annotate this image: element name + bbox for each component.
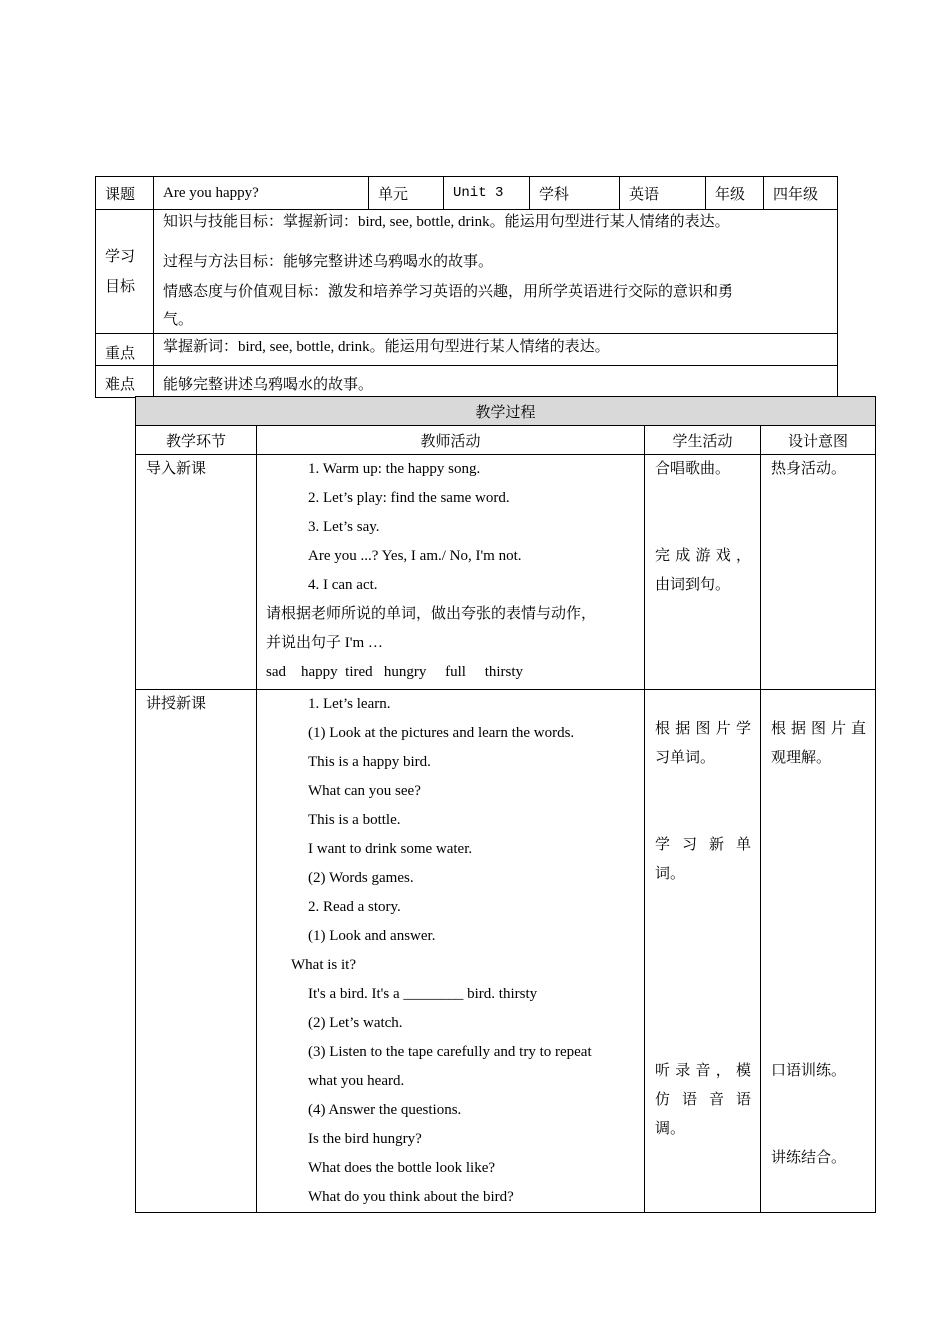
list-item: Are you ...? Yes, I am./ No, I'm not. bbox=[308, 548, 522, 564]
goal-emotion-cont: 气。 bbox=[163, 312, 194, 328]
table-row bbox=[136, 455, 876, 690]
list-item: I want to drink some water. bbox=[308, 841, 473, 857]
stage-intro: 导入新课 bbox=[146, 461, 207, 477]
list-item: 请根据老师所说的单词，做出夸张的表情与动作， bbox=[266, 606, 597, 622]
title-value: Are you happy? bbox=[154, 177, 369, 210]
goal-knowledge: 知识与技能目标：掌握新词：bird, see, bottle, drink。能运用句型进行某人情绪的表达。 bbox=[163, 214, 730, 230]
col-student: 学生活动 bbox=[645, 426, 761, 455]
list-item: (1) Look at the pictures and learn the words. bbox=[308, 725, 575, 741]
list-item: It's a bird. It's a ________ bird. thirsty bbox=[308, 986, 538, 1002]
process-title: 教学过程 bbox=[136, 397, 876, 426]
list-item: 仿语音语 bbox=[655, 1092, 751, 1108]
goals-cell bbox=[154, 210, 838, 334]
stage-cell bbox=[136, 455, 257, 690]
subject-value: 英语 bbox=[620, 177, 706, 210]
list-item: what you heard. bbox=[308, 1073, 405, 1089]
list-item: 2. Read a story. bbox=[308, 899, 401, 915]
list-item: 根据图片学 bbox=[655, 721, 751, 737]
col-teacher: 教师活动 bbox=[257, 426, 645, 455]
table-row bbox=[136, 690, 876, 1213]
list-item: (3) Listen to the tape carefully and try to repeat bbox=[308, 1044, 592, 1060]
list-item: What do you think about the bird? bbox=[308, 1189, 514, 1205]
key-value: 掌握新词：bird, see, bottle, drink。能运用句型进行某人情绪的表达。 bbox=[154, 334, 838, 366]
list-item: 1. Let’s learn. bbox=[308, 696, 391, 712]
student-cell bbox=[645, 455, 761, 690]
stage-cell bbox=[136, 690, 257, 1213]
list-item: sad happy tired hungry full thirsty bbox=[266, 664, 524, 680]
list-item: (2) Words games. bbox=[308, 870, 414, 886]
col-stage: 教学环节 bbox=[136, 426, 257, 455]
list-item: 学习新单 bbox=[655, 837, 751, 853]
student-cell bbox=[645, 690, 761, 1213]
list-item: 词。 bbox=[655, 866, 686, 882]
list-item: 合唱歌曲。 bbox=[655, 461, 731, 477]
title-label: 课题 bbox=[96, 177, 154, 210]
difficulty-value: 能够完整讲述乌鸦喝水的故事。 bbox=[154, 366, 838, 398]
lesson-info-table bbox=[95, 176, 838, 398]
list-item: (2) Let’s watch. bbox=[308, 1015, 403, 1031]
list-item: What can you see? bbox=[308, 783, 421, 799]
teaching-process-table bbox=[135, 396, 876, 1213]
goals-label bbox=[96, 210, 154, 334]
goals-label-line-2: 目标 bbox=[105, 278, 136, 295]
list-item: 调。 bbox=[655, 1121, 686, 1137]
col-intent: 设计意图 bbox=[761, 426, 876, 455]
list-item: 2. Let’s play: find the same word. bbox=[308, 490, 510, 506]
list-item: (1) Look and answer. bbox=[308, 928, 436, 944]
list-item: What does the bottle look like? bbox=[308, 1160, 496, 1176]
subject-label: 学科 bbox=[530, 177, 620, 210]
list-item: 口语训练。 bbox=[771, 1063, 847, 1079]
list-item: What is it? bbox=[291, 957, 356, 973]
list-item: Is the bird hungry? bbox=[308, 1131, 422, 1147]
goals-label-line-1: 学习 bbox=[105, 248, 136, 265]
list-item: 完成游戏， bbox=[655, 548, 751, 564]
list-item: This is a bottle. bbox=[308, 812, 401, 828]
list-item: 讲练结合。 bbox=[771, 1150, 847, 1166]
list-item: This is a happy bird. bbox=[308, 754, 431, 770]
list-item: 1. Warm up: the happy song. bbox=[308, 461, 481, 477]
goal-process: 过程与方法目标：能够完整讲述乌鸦喝水的故事。 bbox=[163, 254, 494, 270]
intent-cell bbox=[761, 690, 876, 1213]
key-label: 重点 bbox=[96, 334, 154, 366]
list-item: 观理解。 bbox=[771, 750, 832, 766]
difficulty-label: 难点 bbox=[96, 366, 154, 398]
grade-label: 年级 bbox=[706, 177, 764, 210]
list-item: 听录音，模 bbox=[655, 1063, 751, 1079]
unit-label: 单元 bbox=[369, 177, 444, 210]
teacher-cell bbox=[257, 690, 645, 1213]
goal-emotion: 情感态度与价值观目标：激发和培养学习英语的兴趣，用所学英语进行交际的意识和勇 bbox=[163, 284, 734, 300]
list-item: 根据图片直 bbox=[771, 721, 867, 737]
teacher-cell bbox=[257, 455, 645, 690]
list-item: (4) Answer the questions. bbox=[308, 1102, 462, 1118]
list-item: 并说出句子 I'm … bbox=[266, 635, 383, 651]
stage-new: 讲授新课 bbox=[146, 696, 207, 712]
unit-value: Unit 3 bbox=[444, 177, 530, 210]
list-item: 热身活动。 bbox=[771, 461, 847, 477]
list-item: 由词到句。 bbox=[655, 577, 731, 593]
list-item: 习单词。 bbox=[655, 750, 716, 766]
list-item: 4. I can act. bbox=[308, 577, 378, 593]
grade-value: 四年级 bbox=[764, 177, 838, 210]
intent-cell bbox=[761, 455, 876, 690]
list-item: 3. Let’s say. bbox=[308, 519, 380, 535]
